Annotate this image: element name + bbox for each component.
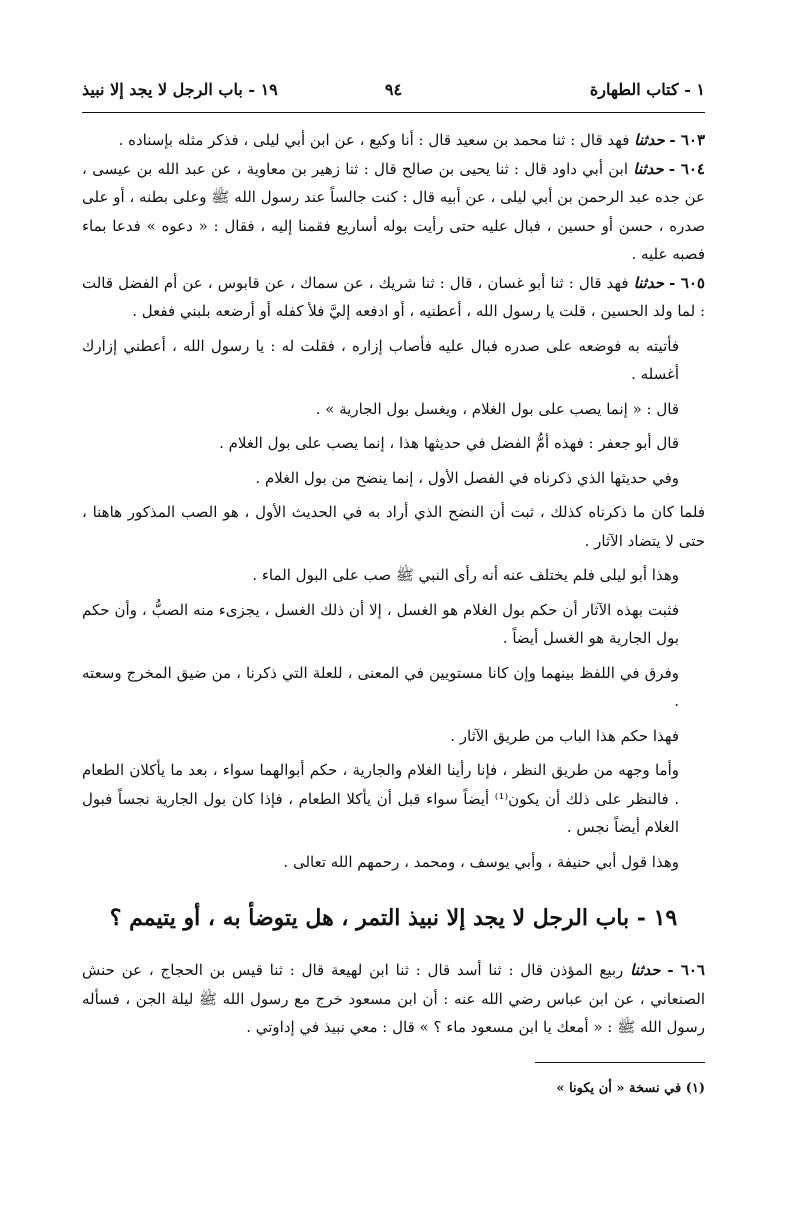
paragraph: فأتيته به فوضعه على صدره فبال عليه فأصاب إزاره ، فقلت له : يا رسول الله ، أعطني إزارك أغسله .: [82, 336, 679, 383]
paragraph: وأما وجهه من طريق النظر ، فإنا رأينا الغلام والجارية ، حكم أبوالهما سواء ، بعد ما يأكلان الطعام . فالنظر على ذلك أن يكون⁽¹⁾ أيضاً سواء قبل أن يأكلا الطعام ، فإذا كان بول الجارية نجساً فبول الغلام أيضاً نجس .: [82, 761, 679, 836]
hadith-604: [82, 155, 705, 269]
header-book-title: ١ - كتاب الطهارة: [589, 80, 705, 99]
hadith-number: ٦٠٦ -: [667, 961, 705, 979]
page-body: [82, 126, 705, 1103]
paragraph: فلما كان ما ذكرناه كذلك ، ثبت أن النضح الذي أراد به في الحديث الأول ، هو الصب المذكور هاهنا ، حتى لا يتضاد الآثار .: [82, 503, 705, 550]
hadith-text: فهد قال : ثنا أبو غسان ، قال : ثنا شريك ، عن سماك ، عن قابوس ، عن أم الفضل قالت : لما ولد الحسين ، قلت يا رسول الله ، أعطنيه ، أو ادفعه إليَّ فلأ كفله أو أرضعه بلبني ففعل .: [82, 273, 705, 320]
paragraph: وفرق في اللفظ بينهما وإن كانا مستويين في المعنى ، للعلة التي ذكرنا ، من ضيق المخرج وسعته .: [82, 663, 679, 710]
hadith-text: ربيع المؤذن قال : ثنا أسد قال : ثنا ابن لهيعة قال : ثنا قيس بن الحجاج ، عن حنش الصنعاني ، عن ابن عباس رضي الله عنه : أن ابن مسعود خرج مع رسول الله ﷺ ليلة الجن ، فسأله رسول الله ﷺ : « أمعك يا ابن مسعود ماء ؟ » قال : معي نبيذ في إداوتي .: [82, 961, 705, 1036]
paragraph: فثبت بهذه الآثار أن حكم بول الغلام هو الغسل ، إلا أن ذلك الغسل ، يجزىء منه الصبُّ ، وأن حكم بول الجارية هو الغسل أيضاً .: [82, 600, 679, 647]
hadith-keyword: حدثنا: [633, 273, 664, 292]
hadith-605: [82, 269, 705, 326]
footnote-divider: [535, 1062, 705, 1063]
hadith-keyword: حدثنا: [630, 961, 661, 979]
hadith-number: ٦٠٣ -: [669, 131, 705, 149]
paragraph: وهذا قول أبي حنيفة ، وأبي يوسف ، ومحمد ، رحمهم الله تعالى .: [283, 852, 679, 871]
hadith-text: ابن أبي داود قال : ثنا يحيى بن صالح قال : ثنا زهير بن معاوية ، عن عبد الله بن عيسى ، عن جده عبد الرحمن بن أبي ليلى ، عن أبيه قال : كنت جالساً عند رسول الله ﷺ وعلى بطنه ، أو على صدره ، حسن أو حسين ، فبال عليه حتى رأيت بوله أساريع فقمنا إليه ، فقال : « دعوه » فدعا بماء فصبه عليه .: [82, 159, 705, 263]
chapter-title: ١٩ - باب الرجل لا يجد إلا نبيذ التمر ، هل يتوضأ به ، أو يتيمم ؟: [109, 905, 678, 931]
hadith-number: ٦٠٥ -: [669, 273, 705, 292]
paragraph: وهذا أبو ليلى فلم يختلف عنه أنه رأى النبي ﷺ صب على البول الماء .: [252, 566, 679, 584]
page-number: ٩٤: [384, 80, 403, 99]
hadith-number: ٦٠٤ -: [668, 159, 705, 178]
hadith-text: فهد قال : ثنا محمد بن سعيد قال : أنا وكيع ، عن ابن أبي ليلى ، فذكر مثله بإسناده .: [118, 131, 630, 149]
paragraph: قال أبو جعفر : فهذه أمُّ الفضل في حديثها هذا ، إنما يصب على بول الغلام .: [219, 434, 679, 452]
paragraph: قال : « إنما يصب على بول الغلام ، ويغسل بول الجارية » .: [315, 399, 679, 418]
running-header: [82, 78, 705, 113]
hadith-606: [82, 956, 705, 1042]
hadith-keyword: حدثنا: [634, 131, 665, 149]
paragraph: وفي حديثها الذي ذكرناه في الفصل الأول ، إنما ينضح من بول الغلام .: [255, 468, 679, 487]
footnote: (١) في نسخة « أن يكونا »: [556, 1080, 705, 1096]
hadith-keyword: حدثنا: [633, 159, 664, 178]
paragraph: فهذا حكم هذا الباب من طريق الآثار .: [450, 726, 679, 745]
header-chapter-title: ١٩ - باب الرجل لا يجد إلا نبيذ: [82, 80, 278, 99]
hadith-603: [82, 126, 705, 155]
